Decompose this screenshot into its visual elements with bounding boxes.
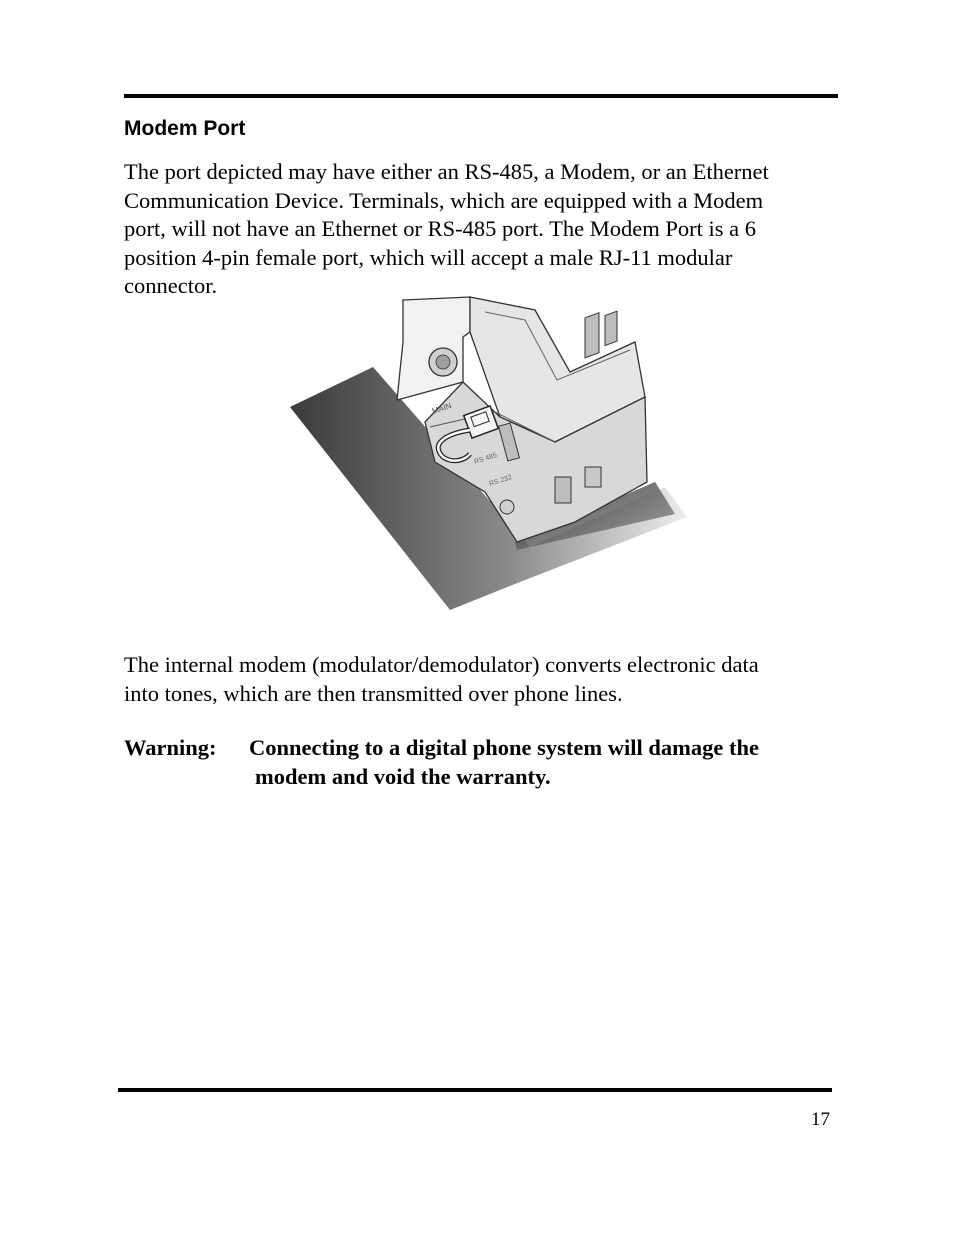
paragraph-line: connector.: [124, 273, 218, 298]
header-rule: [124, 94, 838, 98]
din-port-inner: [436, 355, 450, 369]
section-heading: Modem Port: [124, 117, 246, 140]
modem-port-illustration: [285, 292, 715, 612]
socket: [585, 467, 601, 487]
port-label-main: MAIN: [430, 401, 453, 416]
intro-paragraph: [124, 158, 836, 301]
paragraph-line: position 4-pin female port, which will accept a male RJ-11 modular: [124, 244, 733, 270]
socket: [605, 311, 617, 345]
paragraph-line: The port depicted may have either an RS-485, a Modem, or an Ethernet: [124, 159, 769, 184]
paragraph-line: port, will not have an Ethernet or RS-485 port. The Modem Port is a 6: [124, 216, 756, 241]
paragraph-line: Communication Device. Terminals, which are equipped with a Modem: [124, 187, 764, 213]
port-label-rs485: RS 485: [473, 452, 498, 466]
port-label-rs232: RS 232: [488, 474, 513, 488]
socket: [555, 477, 571, 503]
socket: [585, 313, 599, 358]
warning-text-line1: Connecting to a digital phone system will damage the: [249, 735, 760, 760]
warning-label: Warning:: [124, 735, 217, 760]
paragraph-line: The internal modem (modulator/demodulator) converts electronic data: [124, 652, 759, 677]
warning-text-line2: modem and void the warranty.: [255, 763, 551, 789]
page-number: 17: [811, 1109, 830, 1130]
footer-rule: [118, 1088, 832, 1092]
mounting-screw: [500, 500, 514, 514]
paragraph-line: into tones, which are then transmitted over phone lines.: [124, 680, 623, 706]
modem-description-paragraph: [124, 651, 836, 708]
device-left-face: [397, 297, 470, 400]
